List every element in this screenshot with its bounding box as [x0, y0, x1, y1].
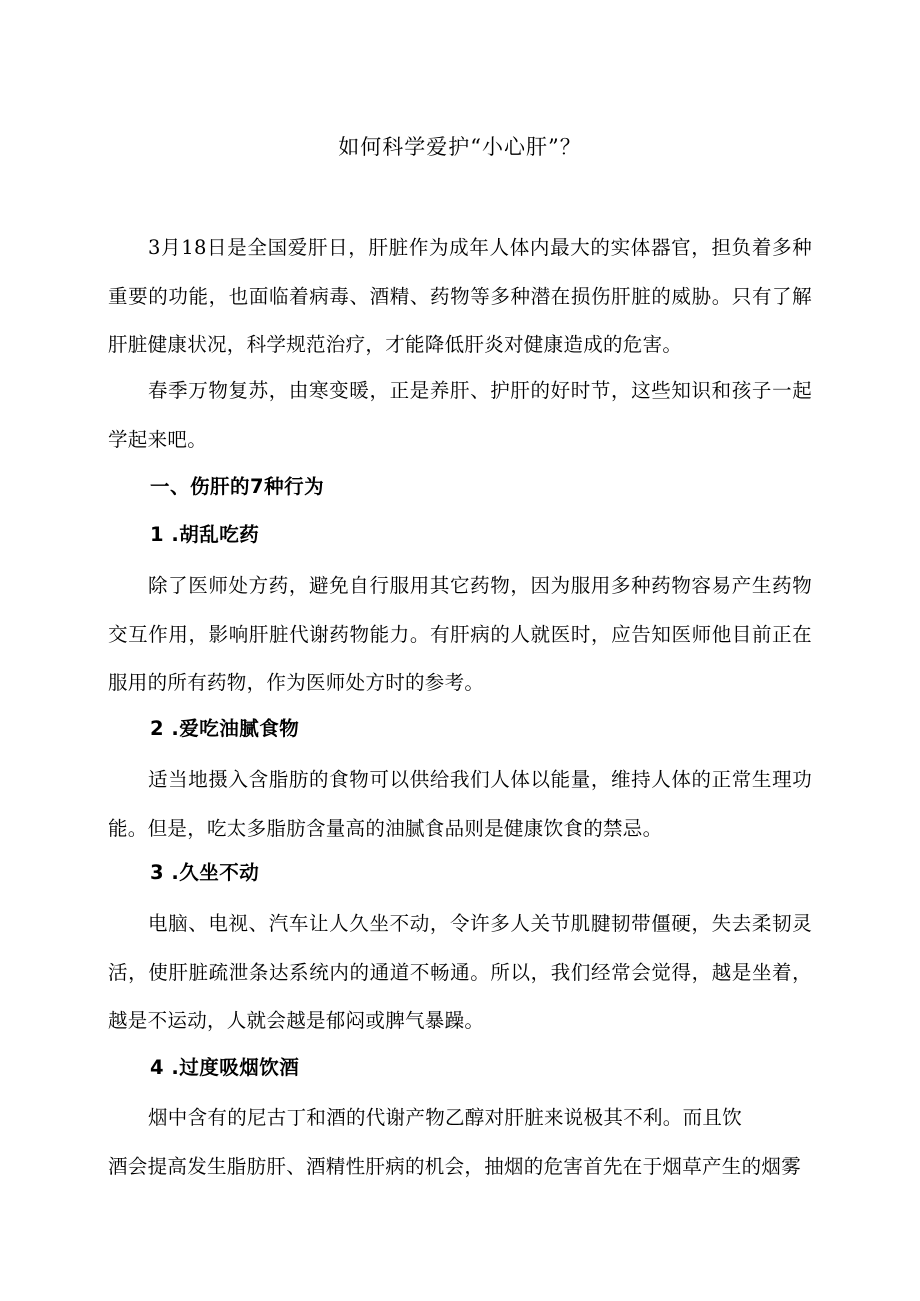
item-heading-1: 1 .胡乱吃药	[150, 523, 260, 546]
item-paragraph-4	[108, 1094, 812, 1191]
item-paragraph-2: 适当地摄入含脂肪的食物可以供给我们人体以能量，维持人体的正常生理功能。但是，吃太多脂肪含量高的油腻食品则是健康饮食的禁忌。	[108, 768, 812, 840]
item-heading-3: 3 .久坐不动	[150, 861, 260, 884]
section-heading-1: 一、伤肝的7种行为	[150, 475, 325, 498]
document-title: 如何科学爱护“小心肝”？	[338, 135, 582, 159]
item-paragraph-3: 电脑、电视、汽车让人久坐不动，令许多人关节肌腱韧带僵硬，失去柔韧灵活，使肝脏疏泄条达系统内的通道不畅通。所以，我们经常会觉得，越是坐着，越是不运动，人就会越是郁闷或脾气暴躁。	[108, 912, 812, 1032]
intro-paragraph-2: 春季万物复苏，由寒变暖，正是养肝、护肝的好时节，这些知识和孩子一起学起来吧。	[108, 379, 812, 451]
item-heading-4: 4 .过度吸烟饮酒	[150, 1056, 300, 1079]
item-paragraph-4-line-1: 烟中含有的尼古丁和酒的代谢产物乙醇对肝脏来说极其不利。而且饮	[148, 1106, 743, 1129]
item-paragraph-1: 除了医师处方药，避免自行服用其它药物，因为服用多种药物容易产生药物交互作用，影响肝脏代谢药物能力。有肝病的人就医时，应告知医师他目前正在服用的所有药物，作为医师处方时的参考。	[108, 574, 812, 694]
item-heading-2: 2 .爱吃油腻食物	[150, 717, 300, 740]
item-paragraph-4-line-2: 酒会提高发生脂肪肝、酒精性肝病的机会，抽烟的危害首先在于烟草产生的烟雾	[108, 1154, 802, 1178]
intro-paragraph-1: 3月18日是全国爱肝日，肝脏作为成年人体内最大的实体器官，担负着多种重要的功能，也面临着病毒、酒精、药物等多种潜在损伤肝脏的威胁。只有了解肝脏健康状况，科学规范治疗，才能降低肝炎对健康造成的危害。	[108, 236, 812, 356]
